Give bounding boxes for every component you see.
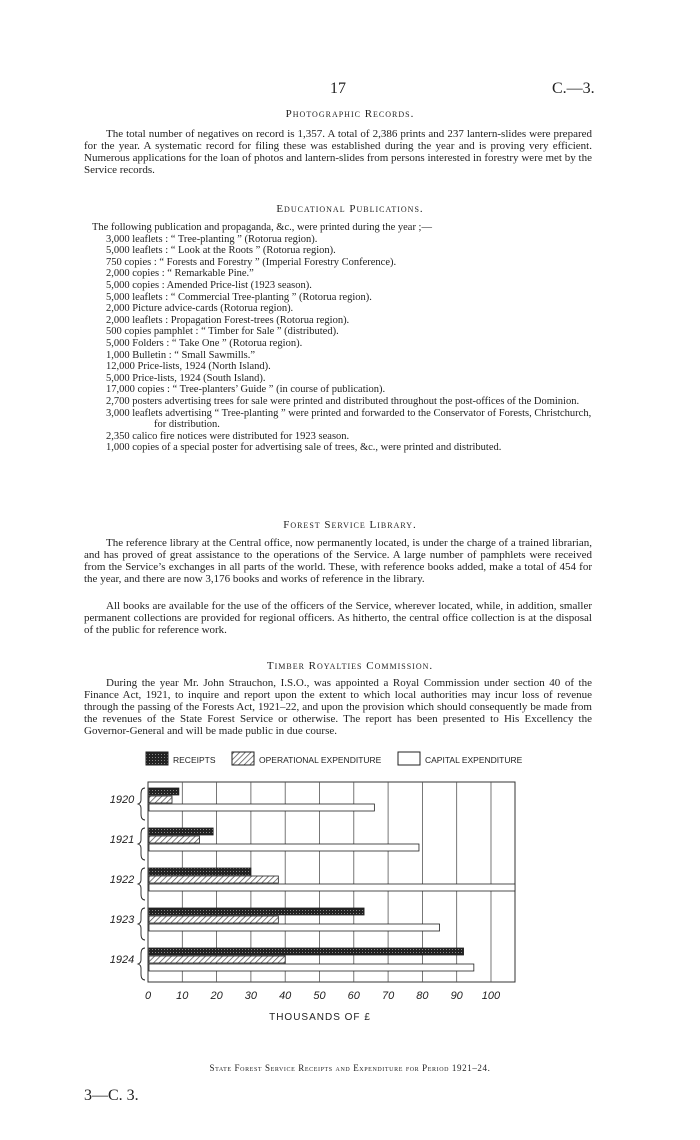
legend-swatch: [146, 752, 168, 765]
publication-item: 500 copies pamphlet : “ Timber for Sale ” (distributed).: [106, 326, 339, 338]
paragraph-photographic-records: The total number of negatives on record is 1,357. A total of 2,386 prints and 237 lantern-slides were prepared for the year. A systematic record for filing these was established during the year and is proving very efficient. Numerous applications for the loan of photos and lantern-slides from persons interested in forestry were met by the Service records.: [84, 128, 592, 176]
x-tick-label: 20: [210, 990, 223, 1002]
bar-solid-dark: [149, 908, 364, 915]
publication-item: 2,700 posters advertising trees for sale were printed and distributed throughout the post-offices of the Dominion.: [106, 395, 580, 407]
publication-item: 2,000 Picture advice-cards (Rotorua region).: [106, 303, 294, 315]
x-axis-label: THOUSANDS OF £: [269, 1012, 371, 1023]
footer-reference: 3—C. 3.: [84, 1087, 139, 1104]
bar-open: [149, 924, 440, 931]
category-label: 1923: [109, 914, 135, 926]
heading-photographic-records: Photographic Records.: [285, 108, 415, 120]
x-tick-label: 30: [244, 990, 258, 1002]
x-tick-label: 80: [416, 990, 429, 1002]
bar-solid-dark: [149, 868, 251, 875]
legend-label: OPERATIONAL EXPENDITURE: [259, 755, 382, 765]
chart-caption: State Forest Service Receipts and Expenditure for Period 1921–24.: [209, 1063, 491, 1073]
publication-item: 5,000 Folders : “ Take One ” (Rotorua region).: [106, 337, 303, 349]
document-reference: C.—3.: [552, 80, 595, 97]
category-brace: [138, 828, 145, 860]
paragraph-library-2: All books are available for the use of the officers of the Service, wherever located, while, in addition, smaller permanent collections are provided for regional officers. As hitherto, the central office collection is at the disposal of the public for reference work.: [84, 600, 592, 636]
bar-hatched: [149, 836, 199, 843]
publication-item: 750 copies : “ Forests and Forestry ” (Imperial Forestry Conference).: [106, 256, 397, 268]
bar-solid-dark: [149, 788, 179, 795]
bar-open: [149, 884, 515, 891]
publication-item: 3,000 leaflets : “ Tree-planting ” (Rotorua region).: [106, 233, 318, 245]
bar-hatched: [149, 876, 278, 883]
x-tick-label: 90: [450, 990, 463, 1002]
x-tick-label: 60: [347, 990, 360, 1002]
publications-list: [84, 222, 592, 454]
x-tick-label: 70: [381, 990, 395, 1002]
paragraph-timber-royalties: During the year Mr. John Strauchon, I.S.O., was appointed a Royal Commission under section 40 of the Finance Act, 1921, to inquire and report upon the extent to which local authorities may incur loss of revenue through the passing of the Forests Act, 1921–22, and upon the provision which should consequently be made from the revenues of the State Forest Service or otherwise. The report has been presented to His Excellency the Governor-General and will be made public in due course.: [84, 677, 592, 737]
heading-educational-publications: Educational Publications.: [276, 203, 424, 215]
category-brace: [138, 788, 145, 820]
category-label: 1924: [109, 954, 135, 966]
bar-solid-dark: [149, 828, 213, 835]
publication-item: 1,000 Bulletin : “ Small Sawmills.”: [106, 349, 256, 361]
x-tick-label: 50: [313, 990, 326, 1002]
bar-open: [149, 844, 419, 851]
publication-item: 2,000 copies : “ Remarkable Pine.”: [106, 268, 254, 280]
publication-item: 2,000 leaflets : Propagation Forest-trees (Rotorua region).: [106, 314, 350, 326]
category-brace: [138, 908, 145, 940]
publications-intro: The following publication and propaganda, &c., were printed during the year ;—: [92, 222, 432, 233]
x-tick-label: 10: [176, 990, 189, 1002]
publication-item: 5,000 leaflets : “ Look at the Roots ” (Rotorua region).: [106, 245, 336, 257]
publication-item: 17,000 copies : “ Tree-planters’ Guide ” (in course of publication).: [106, 384, 386, 396]
page-number: 17: [330, 80, 346, 97]
bar-hatched: [149, 796, 172, 803]
category-label: 1922: [109, 874, 135, 886]
legend-label: CAPITAL EXPENDITURE: [425, 755, 523, 765]
legend-label: RECEIPTS: [173, 755, 216, 765]
chart-svg: [100, 750, 540, 1050]
x-tick-label: 40: [279, 990, 292, 1002]
heading-forest-service-library: Forest Service Library.: [283, 519, 417, 531]
publication-item: 5,000 leaflets : “ Commercial Tree-planting ” (Rotorua region).: [106, 291, 372, 303]
publication-item: 2,350 calico fire notices were distributed for 1923 season.: [106, 430, 350, 442]
publication-item: 1,000 copies of a special poster for advertising sale of trees, &c., were printed and distributed.: [106, 442, 502, 454]
bar-open: [149, 804, 374, 811]
bar-solid-dark: [149, 948, 464, 955]
category-brace: [138, 868, 145, 900]
category-label: 1920: [109, 794, 135, 806]
x-tick-label: 0: [144, 990, 152, 1002]
paragraph-library-1: The reference library at the Central office, now permanently located, is under the charge of a trained librarian, and has proved of great assistance to the operations of the Service. A large number of pamphlets were received from the Service’s exchanges in all parts of the world. These, with reference books added, make a total of 454 for the year, and there are now 3,176 books and works of reference in the library.: [84, 537, 592, 585]
category-label: 1921: [109, 834, 135, 846]
legend-swatch: [232, 752, 254, 765]
category-brace: [138, 948, 145, 980]
receipts-expenditure-chart: [100, 750, 540, 1050]
bar-hatched: [149, 916, 278, 923]
bar-open: [149, 964, 474, 971]
heading-timber-royalties-commission: Timber Royalties Commission.: [266, 660, 434, 672]
publication-item: 12,000 Price-lists, 1924 (North Island).: [106, 361, 271, 373]
bar-hatched: [149, 956, 285, 963]
publication-item: 5,000 Price-lists, 1924 (South Island).: [106, 372, 266, 384]
x-tick-label: 100: [481, 990, 501, 1002]
legend-swatch: [398, 752, 420, 765]
publication-item: 5,000 copies : Amended Price-list (1923 season).: [106, 279, 312, 291]
publication-item: 3,000 leaflets advertising “ Tree-planting ” were printed and forwarded to the Conservator of Forests, Christchurch, for distribution.: [106, 407, 592, 431]
